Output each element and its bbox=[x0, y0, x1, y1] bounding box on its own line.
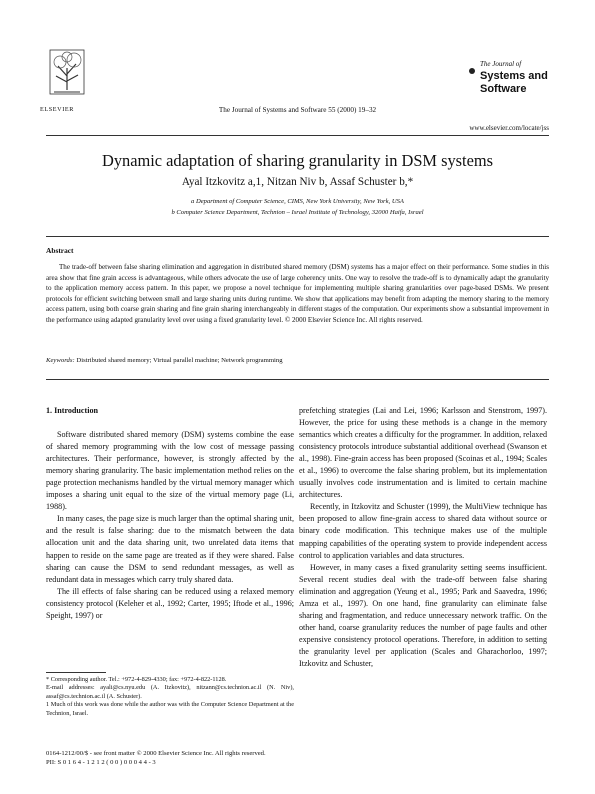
abstract-heading: Abstract bbox=[46, 246, 74, 255]
footnote-corresponding: * Corresponding author. Tel.: +972-4-829-4330; fax: +972-4-822-1128. bbox=[46, 676, 227, 683]
journal-logo-mark-icon bbox=[468, 62, 476, 70]
footnotes bbox=[46, 676, 294, 718]
pii-line: PII: S 0 1 6 4 - 1 2 1 2 ( 0 0 ) 0 0 0 4 4 - 3 bbox=[46, 758, 156, 766]
article-title: Dynamic adaptation of sharing granularity in DSM systems bbox=[101, 151, 494, 170]
paragraph: Software distributed shared memory (DSM) systems combine the ease of shared memory programming with the low cost of message passing architectures. Their performance, however, is strongly affected by the memory sharing granularity. The basic implementation method relies on the page protection mechanisms handled by the virtual memory manager which imposes a sharing unit equal to the size of the virtual memory page (Li, 1988). bbox=[46, 430, 294, 512]
keywords-line bbox=[46, 357, 283, 364]
journal-logo-line-2: Systems and bbox=[480, 70, 548, 82]
article-authors: Ayal Itzkovitz a,1, Nitzan Niv b, Assaf Schuster b,* bbox=[181, 176, 414, 188]
elsevier-tree-logo bbox=[46, 48, 88, 110]
affiliation-a: a Department of Computer Science, CIMS, New York University, New York, USA bbox=[191, 198, 404, 205]
copyright-line: 0164-1212/00/$ - see front matter © 2000 Elsevier Science Inc. All rights reserved. bbox=[46, 750, 266, 757]
body-column-left bbox=[46, 405, 294, 622]
abstract-divider-top bbox=[46, 236, 549, 237]
paragraph: In many cases, the page size is much larger than the optimal sharing unit, and the result is false sharing: due to the mismatch between the data allocation unit and the data sharing unit, two unrelated data items that happen to reside on the same page are treated as if they were shared. False sharing can cause the DSM to send redundant messages, as well as redundant data in messages which carry truly shared data. bbox=[46, 514, 294, 584]
paragraph: prefetching strategies (Lai and Lei, 1996; Karlsson and Stenstrom, 1997). However, the price for using these methods is a change in the memory semantics which creates a difficulty for the programmer. In addition, relaxed consistency protocols introduce substantial additional overhead (Swanson et al., 1998). Fine-grain access has been proposed (Scoinas et al., 1994; Scales et al., 1996) to overcome the false sharing problem, but its implementation usually involves code instrumentation and is limited to certain machine architectures. bbox=[299, 406, 547, 500]
publisher-name: ELSEVIER bbox=[40, 106, 75, 113]
abstract-text: The trade-off between false sharing elimination and aggregation in distributed shared memory (DSM) systems has a major effect on their performance. Some studies in this area show that fine grain access is advantageous, while others advocate the use of large coherency units. One way to resolve the trade-off is to dynamically adapt the granularity to the application memory access pattern. In this paper, we propose a novel technique for implementing multiple sharing granularities over page-based DSMs. We present protocols for efficient switching between small and large sharing units during runtime. We show that applications may benefit from adapting the memory sharing to the memory access pattern, using both coarse grain sharing and fine grain sharing interchangeably in different stages of the computation. Our experiments show a substantial improvement in the performance using adapted granularity level over using a fixed granularity level. © 2000 Elsevier Science Inc. All rights reserved. bbox=[46, 263, 549, 324]
journal-logo-line-1: The Journal of bbox=[480, 60, 522, 68]
keywords-label: Keywords: bbox=[46, 357, 75, 364]
keywords-values: Distributed shared memory; Virtual parallel machine; Network programming bbox=[76, 357, 283, 364]
body-column-right bbox=[299, 405, 547, 670]
journal-logo bbox=[468, 58, 548, 104]
page-footer bbox=[46, 750, 266, 767]
journal-citation: The Journal of Systems and Software 55 (2000) 19–32 bbox=[218, 106, 377, 114]
header-divider bbox=[46, 135, 549, 136]
section-heading: 1. Introduction bbox=[46, 406, 99, 415]
journal-logo-line-3: Software bbox=[480, 83, 527, 95]
paragraph: However, in many cases a fixed granularity setting seems insufficient. Several recent studies deal with the trade-off between false sharing elimination and aggregation (Yeung et al., 1995; Park and Saavedra, 1996; Amza et al., 1997). On one hand, fine granularity can eliminate false sharing and fragmentation, and reduce unnecessary network traffic. On the other hand, coarse granularity reduces the number of page faults and other expensive consistency protocol operations. Therefore, in addition to setting the granularity level per application (Scales and Gharachorloo, 1997; Itzkovitz and Schuster, bbox=[299, 562, 547, 668]
footnote-1: 1 Much of this work was done while the author was with the Computer Science Department at the Technion, Israel. bbox=[46, 701, 294, 717]
affiliation-b: b Computer Science Department, Technion – Israel Institute of Technology, 32000 Haifa, Israel bbox=[171, 209, 424, 216]
paragraph: Recently, in Itzkovitz and Schuster (1999), the MultiView technique has been proposed to allow fine-grain access to shared data without source or binary code modification. This technique makes use of the multiple mapping capabilities of the operating system to provide independent access control to application variables and data structures. bbox=[299, 502, 547, 560]
abstract-divider-bottom bbox=[46, 379, 549, 380]
footnote-divider bbox=[46, 672, 106, 673]
paragraph: The ill effects of false sharing can be reduced using a relaxed memory consistency protocol (Keleher et al., 1992; Carter, 1995; Iftode et al., 1996; Speight, 1997) or bbox=[46, 586, 294, 620]
footnote-emails: E-mail addresses: ayali@cs.nyu.edu (A. Itzkovitz), nitzann@cs.technion.ac.il (N. Niv), assaf@cs.technion.ac.il (A. Schuster). bbox=[46, 684, 294, 700]
journal-url[interactable]: www.elsevier.com/locate/jss bbox=[469, 124, 549, 132]
